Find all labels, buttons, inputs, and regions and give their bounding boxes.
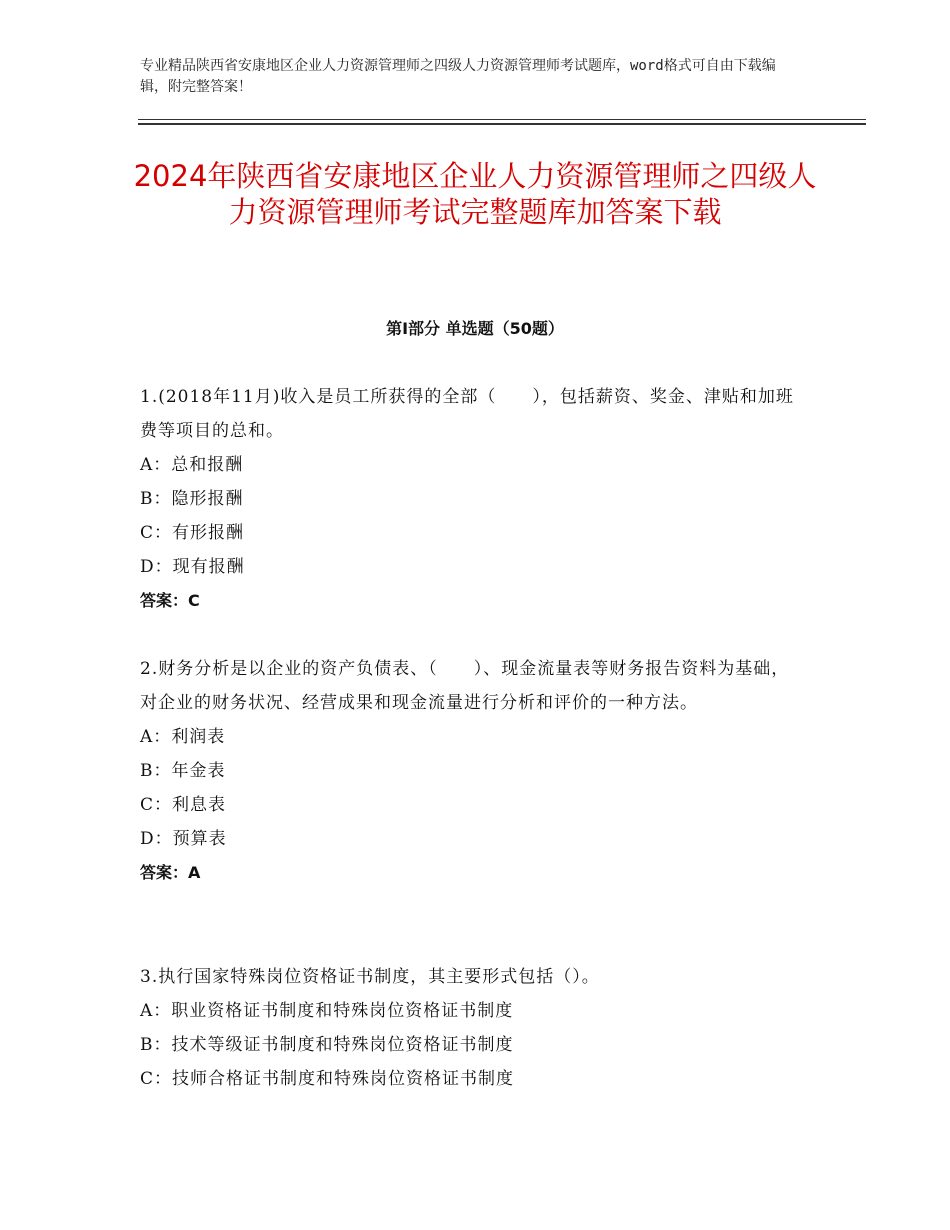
option-c: C：有形报酬 [140,523,245,543]
question-stem: 1.(2018年11月)收入是员工所获得的全部（ ），包括薪资、奖金、津贴和加班费等项目的总和。 [140,387,794,441]
option-d: D：现有报酬 [140,557,245,577]
answer: 答案：A [140,863,201,882]
question-1 [140,380,800,618]
option-a: A：职业资格证书制度和特殊岗位资格证书制度 [140,1001,514,1021]
option-a: A：总和报酬 [140,455,244,475]
document-title: 2024年陕西省安康地区企业人力资源管理师之四级人力资源管理师考试完整题库加答案下载 [133,159,817,229]
option-a: A：利润表 [140,727,226,747]
option-d: D：预算表 [140,829,227,849]
header-note: 专业精品陕西省安康地区企业人力资源管理师之四级人力资源管理师考试题库，word格式可自由下载编辑，附完整答案！ [140,58,776,95]
option-c: C：技师合格证书制度和特殊岗位资格证书制度 [140,1069,515,1089]
question-2 [140,652,800,890]
section-heading: 第Ⅰ部分 单选题（50题） [386,319,564,338]
question-stem: 2.财务分析是以企业的资产负债表、（ ）、现金流量表等财务报告资料为基础，对企业的财务状况、经营成果和现金流量进行分析和评价的一种方法。 [140,659,790,713]
question-stem: 3.执行国家特殊岗位资格证书制度，其主要形式包括（）。 [140,967,600,987]
answer: 答案：C [140,591,200,610]
option-b: B：技术等级证书制度和特殊岗位资格证书制度 [140,1035,514,1055]
question-3 [140,960,800,1096]
option-b: B：隐形报酬 [140,489,244,509]
option-c: C：利息表 [140,795,227,815]
header-divider-thick [138,123,866,125]
option-b: B：年金表 [140,761,226,781]
header-divider [138,119,866,120]
